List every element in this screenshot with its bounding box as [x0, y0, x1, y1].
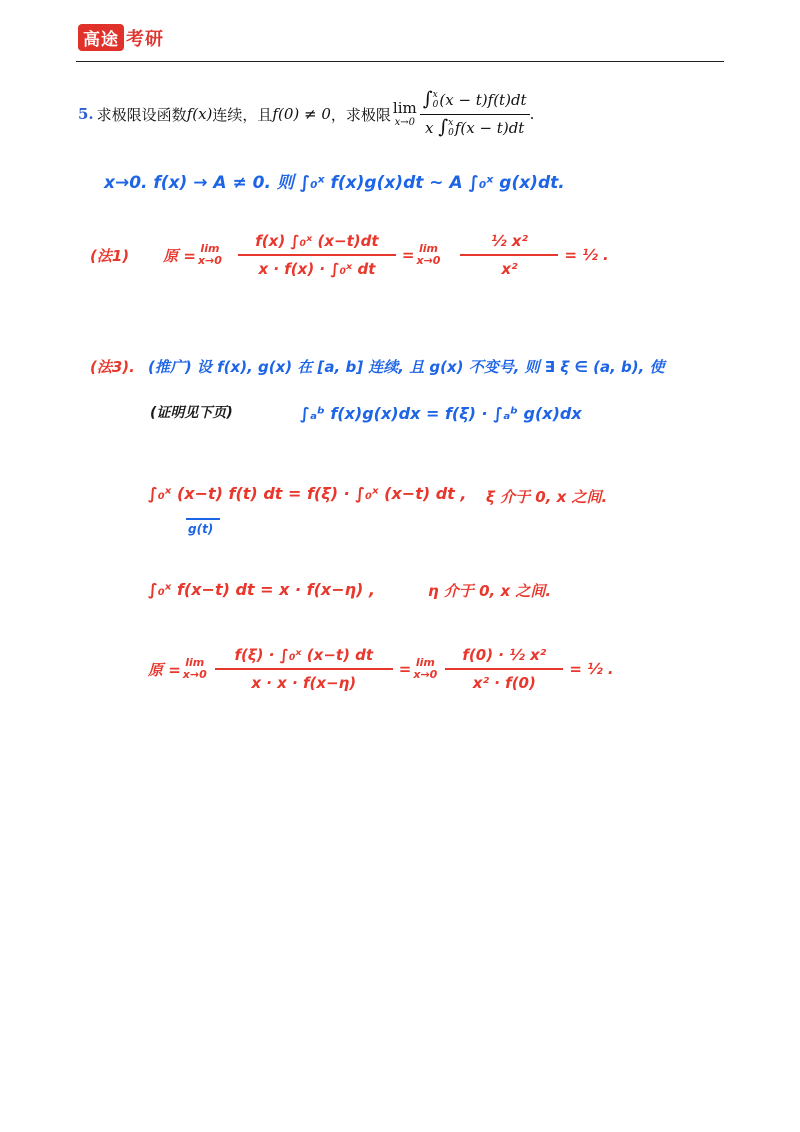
- xi-note: ξ 介于 0, x 之间.: [486, 488, 608, 506]
- equivalence-note: x→0. f(x) → A ≠ 0. 则 ∫₀ˣ f(x)g(x)dt ~ A ∫₀ˣ g(x)dt.: [104, 173, 565, 193]
- method1-fraction: $\frac{\text{f(x) ∫₀ˣ (x−t)dt}}{\text{x · f(x) · ∫₀ˣ dt}}$: [238, 232, 396, 278]
- integral-line-b: ∫₀ˣ f(x−t) dt = x · f(x−η) ,: [148, 580, 376, 599]
- limit-numerator: ∫ x 0 (x − t)f(t)dt: [420, 90, 530, 115]
- mean-value-theorem: ∫ₐᵇ f(x)g(x)dx = f(ξ) · ∫ₐᵇ g(x)dx: [300, 404, 582, 423]
- final-fraction: $\frac{\text{f(ξ) · ∫₀ˣ (x−t) dt}}{x \cdot x \cdot f(x-\eta)}$: [215, 646, 393, 692]
- problem-f0: f(0) ≠ 0: [272, 105, 331, 124]
- logo-badge: 高途: [78, 24, 124, 51]
- problem-number: 5.: [78, 105, 94, 124]
- g-label: g(t): [188, 522, 214, 536]
- eta-note: η 介于 0, x 之间.: [428, 582, 552, 600]
- limit-denominator: x ∫ x 0 f(x − t)dt: [424, 115, 525, 138]
- method1-label: (法1): [90, 246, 130, 265]
- limit-fraction: [420, 90, 530, 139]
- limit-operator: lim x→0: [392, 98, 417, 128]
- g-underline: [186, 518, 220, 520]
- final-fraction2: $\frac{\text{f(0) · ½ x²}}{\text{x² · f(0)}}$: [445, 646, 563, 692]
- final-row: 原 = lim x→0 $\frac{\text{f(ξ) · ∫₀ˣ (x−t) dt}}{x \cdot x \cdot f(x-\eta)}$ = lim x→0 $\frac{\text{f(0) · ½ x²}}{\text{x² · f(0)}}$ = ½ .: [148, 646, 614, 692]
- problem-fx: f(x): [186, 105, 213, 124]
- problem-intro: 求极限设函数: [96, 105, 187, 124]
- integral-line-a: ∫₀ˣ (x−t) f(t) dt = f(ξ) · ∫₀ˣ (x−t) dt ,: [148, 484, 467, 503]
- logo-text: 考研: [126, 28, 164, 50]
- problem-condition: 连续，且: [212, 105, 273, 124]
- method1-fraction2: $\frac{\text{½ x²}}{\text{x²}}$: [460, 232, 558, 278]
- final-result: = ½ .: [569, 660, 614, 678]
- problem-ask: ，求极限: [330, 105, 391, 124]
- header-divider: [76, 61, 724, 62]
- problem-statement: 5. 求极限设函数 f(x) 连续，且 f(0) ≠ 0 ，求极限 lim x→0 ∫ x 0 (x − t)f(t)dt x ∫ x 0 f(x − t)dt .: [78, 88, 535, 138]
- method1-result: = ½ .: [564, 246, 609, 264]
- brand-logo: [78, 24, 164, 51]
- proof-note: (证明见下页): [150, 405, 233, 421]
- method3-label: (法3).: [90, 358, 135, 376]
- method1-row: (法1) 原 = lim x→0 $\frac{\text{f(x) ∫₀ˣ (x−t)dt}}{\text{x · f(x) · ∫₀ˣ dt}}$ = lim x→0 $\frac{\text{½ x²}}{\text{x²}}$ = ½ .: [90, 232, 609, 278]
- method3-statement: (推广) 设 f(x), g(x) 在 [a, b] 连续, 且 g(x) 不变号, 则 ∃ ξ ∈ (a, b), 使: [148, 358, 665, 376]
